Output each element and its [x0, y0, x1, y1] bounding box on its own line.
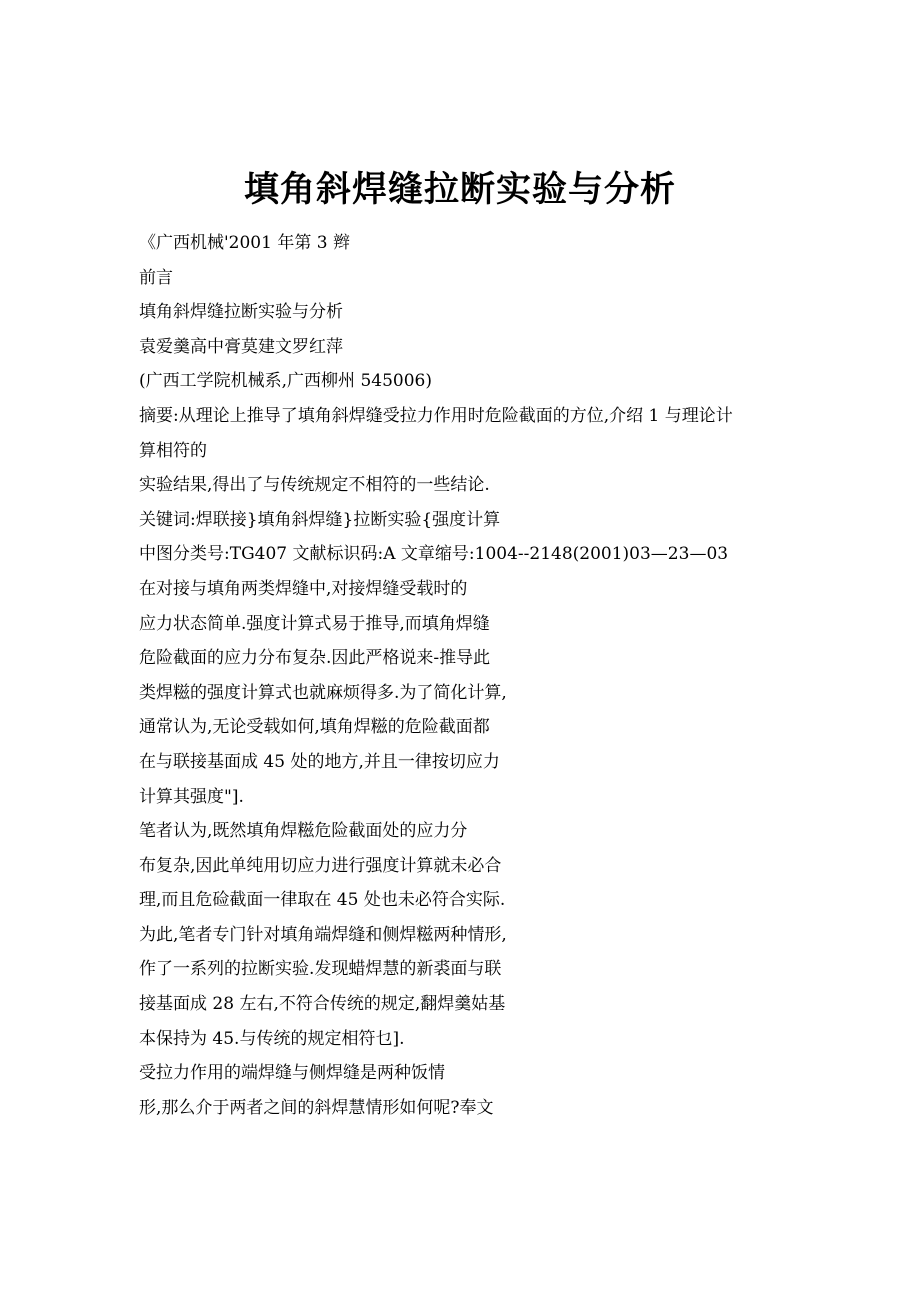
- text-line: 前言: [139, 267, 173, 288]
- text-line: 形,那么介于两者之间的斜焊慧情形如何呢?奉文: [139, 1097, 494, 1118]
- text-line: 通常认为,无论受载如何,填角焊糍的危险截面都: [139, 717, 490, 738]
- text-line: 在与联接基面成 45 处的地方,并且一律按切应力: [139, 751, 500, 772]
- text-line: 危险截面的应力分布复杂.因此严格说来-推导此: [139, 648, 491, 669]
- text-line: 作了一系列的拉断实验.发现蜡焊慧的新裘面与联: [139, 959, 502, 980]
- text-line: 笔者认为,既然填角焊糍危险截面处的应力分: [139, 821, 468, 842]
- text-line: 为此,笔者专门针对填角端焊缝和侧焊糍两种情形,: [139, 924, 507, 945]
- text-line: 计算其强度"].: [139, 786, 244, 807]
- text-line: 应力状态简单.强度计算式易于推导,而填角焊缝: [139, 613, 490, 634]
- text-line: 类焊糍的强度计算式也就麻烦得多.为了简化计算,: [139, 682, 507, 703]
- text-line: 算相符的: [139, 440, 207, 461]
- text-line: 袁爱羹高中膏莫建文罗红萍: [139, 336, 343, 357]
- text-line: 填角斜焊缝拉断实验与分析: [139, 302, 343, 323]
- text-line: 布复杂,因此单纯用切应力进行强度计算就未必合: [139, 855, 502, 876]
- text-line: (广西工学院机械系,广西柳州 545006): [139, 371, 432, 392]
- document-body: [139, 226, 799, 1125]
- text-line: 《广西机械'2001 年第 3 辫: [139, 233, 350, 253]
- text-line: 中图分类号:TG407 文献标识码:A 文章缩号:1004--2148(2001)03—23—03: [139, 544, 729, 565]
- text-line: 受拉力作用的端焊缝与侧焊缝是两种饭情: [139, 1063, 445, 1084]
- text-line: 关键词:焊联接}填角斜焊缝}拉断实验{强度计算: [139, 509, 501, 530]
- text-line: 本保持为 45.与传统的规定相符乜].: [139, 1028, 405, 1049]
- document-title: 填角斜焊缝拉断实验与分析: [243, 169, 676, 211]
- text-line: 理,而且危硷截面一律取在 45 处也未必符合实际.: [139, 890, 506, 911]
- text-line: 实验结果,得出了与传统规定不相符的一些结论.: [139, 475, 490, 496]
- text-line: 接基面成 28 左右,不符合传统的规定,翻焊羹姑基: [139, 994, 506, 1015]
- text-line: 在对接与填角两类焊缝中,对接焊缝受载时的: [139, 578, 468, 599]
- text-line: 摘要:从理论上推导了填角斜焊缝受拉力作用时危险截面的方位,介绍 1 与理论计: [139, 405, 733, 426]
